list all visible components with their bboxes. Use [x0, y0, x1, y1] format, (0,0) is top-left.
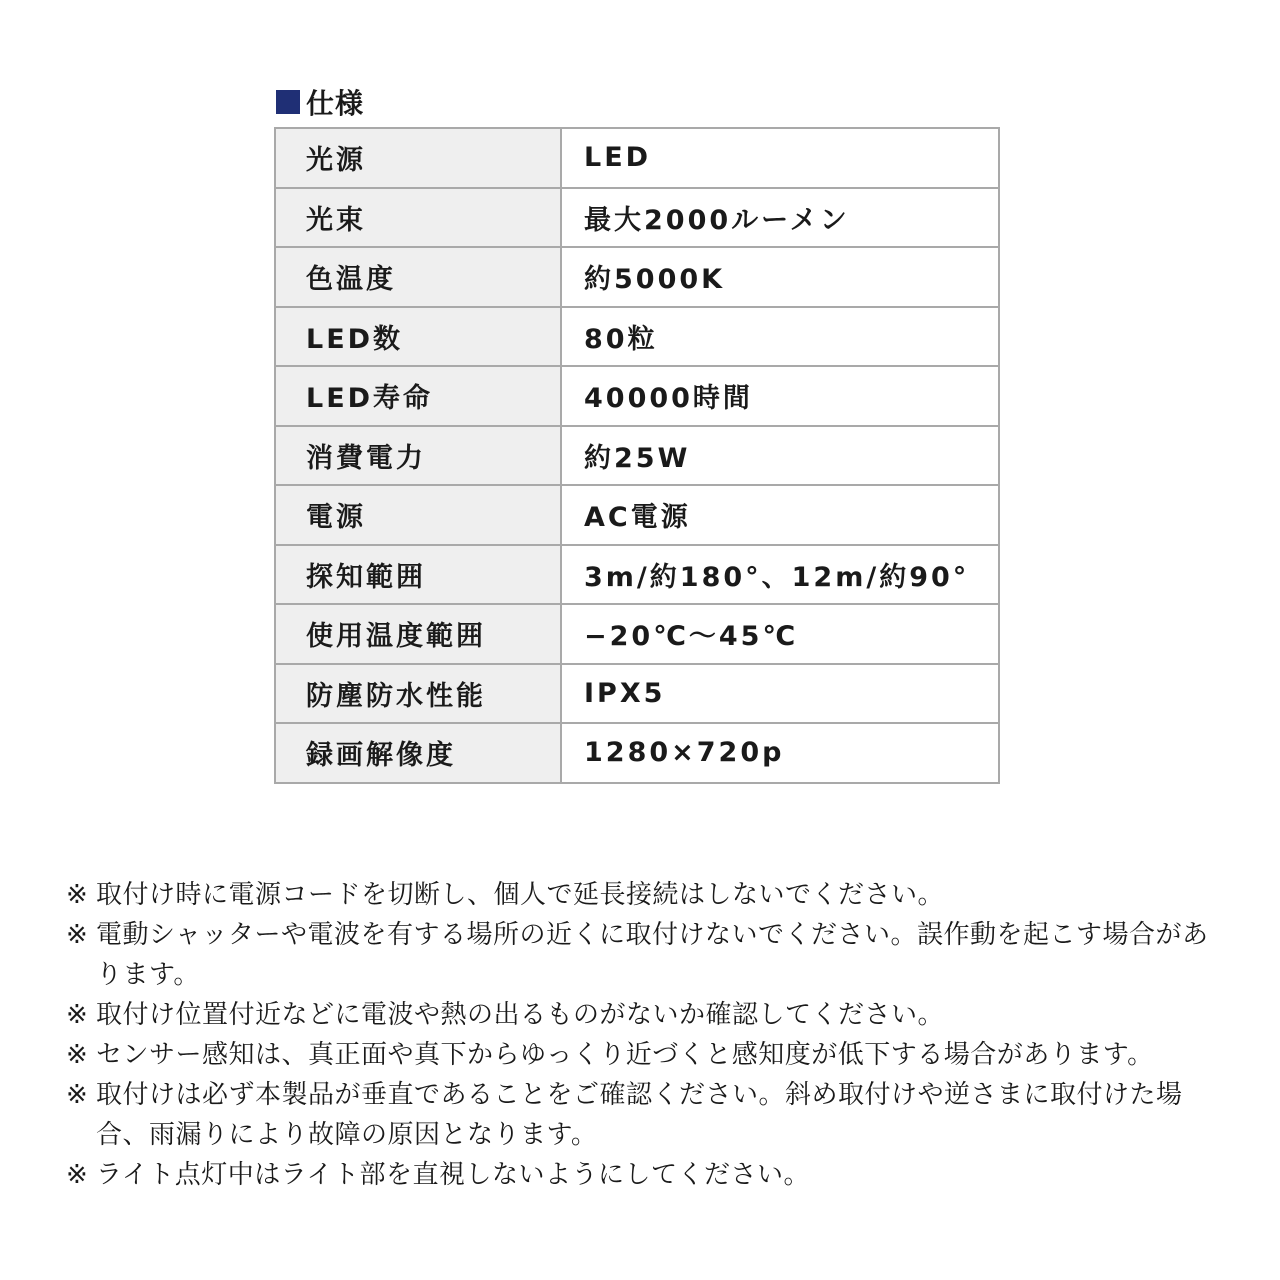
spec-value: LED: [561, 128, 999, 188]
spec-label: 使用温度範囲: [275, 604, 561, 664]
note-mark: ※: [66, 1160, 89, 1190]
note-text: 取付け位置付近などに電波や熱の出るものがないか確認してください。: [96, 1000, 945, 1030]
note-text: 取付けは必ず本製品が垂直であることをご確認ください。斜め取付けや逆さまに取付けた場合、雨漏りにより故障の原因となります。: [96, 1080, 1183, 1150]
note-mark: ※: [66, 1080, 89, 1110]
spec-heading-title: 仕様: [306, 87, 365, 120]
spec-value: 約5000K: [561, 247, 999, 307]
notes-list: [66, 875, 1226, 1195]
note-mark: ※: [66, 1000, 89, 1030]
note-item: [66, 875, 1226, 915]
spec-row: [275, 307, 999, 367]
note-item: [66, 995, 1226, 1035]
spec-label: LED寿命: [275, 366, 561, 426]
spec-label: 光源: [275, 128, 561, 188]
spec-label: 探知範囲: [275, 545, 561, 605]
spec-row: [275, 426, 999, 486]
spec-row: [275, 128, 999, 188]
note-mark: ※: [66, 1040, 89, 1070]
note-item: [66, 1155, 1226, 1195]
spec-label: LED数: [275, 307, 561, 367]
spec-table: [274, 127, 1000, 784]
note-text: センサー感知は、真正面や真下からゆっくり近づくと感知度が低下する場合があります。: [96, 1040, 1154, 1070]
spec-row: [275, 485, 999, 545]
spec-label: 防塵防水性能: [275, 664, 561, 724]
note-item: [66, 915, 1226, 995]
note-mark: ※: [66, 920, 89, 950]
spec-value: 1280×720p: [561, 723, 999, 783]
spec-value: AC電源: [561, 485, 999, 545]
note-item: [66, 1035, 1226, 1075]
spec-label: 電源: [275, 485, 561, 545]
spec-label: 消費電力: [275, 426, 561, 486]
spec-row: [275, 664, 999, 724]
spec-value: 3m/約180°、12m/約90°: [561, 545, 999, 605]
note-text: ライト点灯中はライト部を直視しないようにしてください。: [96, 1160, 810, 1190]
spec-row: [275, 604, 999, 664]
spec-value: 約25W: [561, 426, 999, 486]
note-text: 電動シャッターや電波を有する場所の近くに取付けないでください。誤作動を起こす場合があります。: [96, 920, 1209, 990]
spec-value: 40000時間: [561, 366, 999, 426]
spec-value: 最大2000ルーメン: [561, 188, 999, 248]
spec-row: [275, 247, 999, 307]
spec-row: [275, 723, 999, 783]
spec-value: IPX5: [561, 664, 999, 724]
note-item: [66, 1075, 1226, 1155]
spec-label: 録画解像度: [275, 723, 561, 783]
spec-row: [275, 366, 999, 426]
spec-heading: [276, 84, 364, 120]
spec-row: [275, 545, 999, 605]
note-text: 取付け時に電源コードを切断し、個人で延長接続はしないでください。: [96, 880, 945, 910]
spec-label: 光束: [275, 188, 561, 248]
spec-value: 80粒: [561, 307, 999, 367]
square-bullet-icon: [276, 90, 300, 114]
spec-label: 色温度: [275, 247, 561, 307]
spec-value: −20℃〜45℃: [561, 604, 999, 664]
spec-row: [275, 188, 999, 248]
note-mark: ※: [66, 880, 89, 910]
